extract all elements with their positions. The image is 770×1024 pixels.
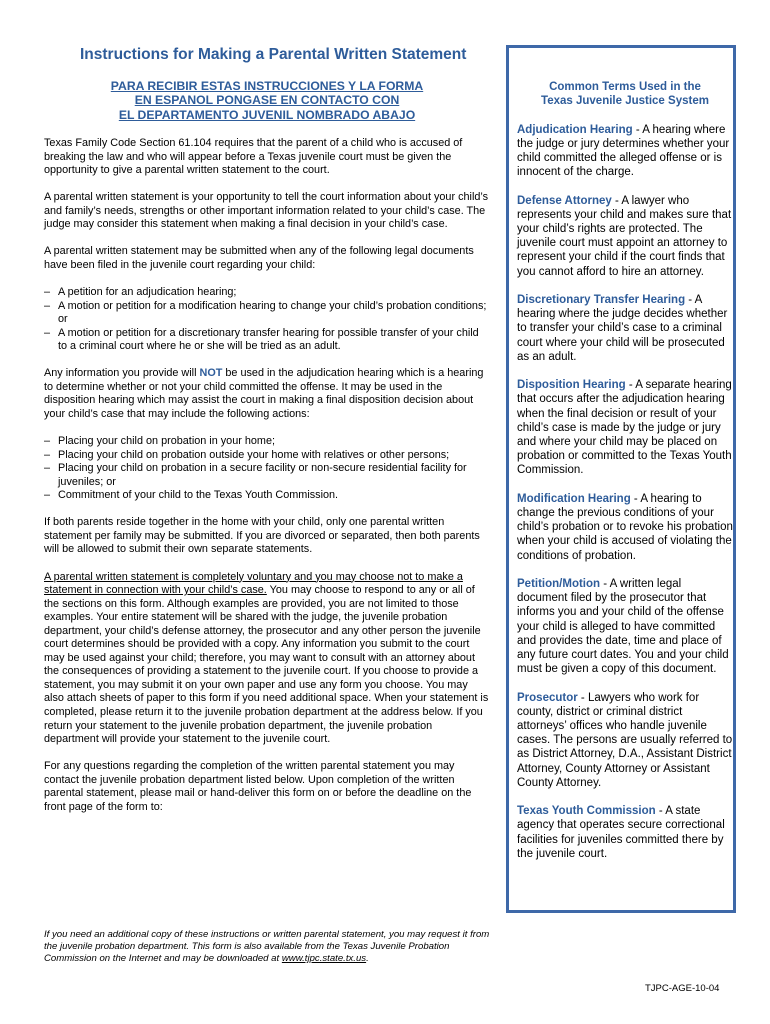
term-prosecutor: Prosecutor - Lawyers who work for county, district or criminal district attorneys’ offices who handle juvenile cases. The persons are usually referred to as District Attorney, D.A., Assistant District Attorney, County Attorney or Assistant County Attorney. [517, 691, 733, 789]
term-disposition-hearing: Disposition Hearing - A separate hearing that occurs after the adjudication hearing when the final decision or result of your child’s case is made by the judge or jury and where your child may be placed on probation or committed to the Texas Youth Commission. [517, 379, 732, 477]
paragraph-parents: If both parents reside together in the home with your child, only one parental written statement per family may be submitted. If you are divorced or separated, then both parents will be allowed to submit their own separate statements. [44, 516, 480, 556]
paragraph-when-submitted: A parental written statement may be submitted when any of the following legal documents have been filed in the juvenile court regarding your child: [44, 245, 474, 271]
legal-documents-list [44, 286, 490, 354]
sidebar-title: Common Terms Used in the Texas Juvenile Justice System [541, 81, 709, 108]
website-link[interactable]: www.tjpc.state.tx.us [281, 953, 367, 964]
footer-note: If you need an additional copy of these instructions or written parental statement, you may request it from the juvenile probation department. This form is also available from the Texas Juvenile Probation Commission on the Internet and may be downloaded at www.tjpc.state.tx.us. [44, 929, 490, 964]
paragraph-questions: For any questions regarding the completion of the written parental statement you may contact the juvenile probation department listed below. Upon completion of the written parental statement, please mail or hand-deliver this form on or before the deadline on the front page of the form to: [44, 760, 472, 813]
paragraph-voluntary: A parental written statement is completely voluntary and you may choose not to make a statement in connection with your child’s case. You may choose to respond to any or all of the sections on this form. Although examples are provided, you are not limited to those examples. Your entire statement will be shared with the judge, the juvenile probation department, your child’s defense attorney, the prosecutor and any other person the juvenile court determines should be provided with a copy. Any information you submit to the court may be used against your child; therefore, you may want to consult with an attorney about the consequences of providing a statement to the juvenile court. If you choose to provide a statement, you may submit it on your own paper and use any form you choose. You may also attach sheets of paper to this form if you need additional space. When your statement is completed, please return it to the juvenile probation department at the address below. If you return your statement to the juvenile probation department, the juvenile probation department will provide your statement to the juvenile court. [44, 570, 489, 746]
spanish-notice [44, 79, 490, 122]
spanish-notice-line: EL DEPARTAMENTO JUVENIL NOMBRADO ABAJO [118, 107, 416, 122]
page-title: Instructions for Making a Parental Written Statement [80, 46, 467, 63]
paragraph-code-section: Texas Family Code Section 61.104 requires that the parent of a child who is accused of breaking the law and who will appear before a Texas juvenile court must be given the opportunity to give a parental written statement to the court. [44, 137, 463, 177]
term-adjudication-hearing: Adjudication Hearing - A hearing where the judge or jury determines whether your child committed the alleged offense or is innocent of the charge. [517, 123, 730, 179]
paragraph-use-of-information: Any information you provide will NOT be used in the adjudication hearing which is a hearing to determine whether or not your child committed the offense. It may be used in the disposition hearing which may assist the court in making a final disposition decision about your child’s case that may include the following actions: [44, 367, 484, 420]
term-modification-hearing: Modification Hearing - A hearing to change the previous conditions of your child’s probation or to revoke his probation when your child is accused of violating the conditions of probation. [517, 492, 733, 562]
list-item: – A motion or petition for a modification hearing to change your child’s probation conditions; or [44, 299, 487, 326]
term-defense-attorney: Defense Attorney - A lawyer who represents your child and makes sure that your child’s rights are protected. The juvenile court must appoint an attorney to represent your child if the court finds that you cannot afford to hire an attorney. [517, 194, 732, 278]
spanish-notice-line: EN ESPANOL PONGASE EN CONTACTO CON [134, 93, 400, 108]
form-code: TJPC-AGE-10-04 [645, 983, 720, 994]
list-item: – Commitment of your child to the Texas Youth Commission. [44, 489, 339, 502]
paragraph-purpose: A parental written statement is your opportunity to tell the court information about your child’s and family’s needs, strengths or other important information related to your child’s case. The judge may consider this statement when making a final decision in your child’s case. [44, 191, 489, 231]
term-discretionary-transfer-hearing: Discretionary Transfer Hearing - A hearing where the judge decides whether to transfer your child’s case to a criminal court where your child will be prosecuted as an adult. [517, 294, 728, 363]
list-item: – Placing your child on probation outside your home with relatives or other persons; [44, 448, 450, 461]
spanish-notice-line: PARA RECIBIR ESTAS INSTRUCCIONES Y LA FORMA [110, 79, 424, 93]
list-item: – A motion or petition for a discretionary transfer hearing for possible transfer of your child to a criminal court where he or she will be tried as an adult. [44, 326, 479, 353]
common-terms-sidebar [506, 45, 736, 913]
main-instructions [44, 137, 490, 828]
term-petition-motion: Petition/Motion - A written legal document filed by the prosecutor that informs you and your child of the offense your child is alleged to have committed and provides the date, time and place of any future court dates. You and your child must be given a copy of this document. [517, 578, 729, 676]
list-item: – Placing your child on probation in your home; [44, 435, 276, 448]
term-texas-youth-commission: Texas Youth Commission - A state agency that operates secure correctional facilities for juveniles committed there by the juvenile court. [517, 805, 725, 860]
list-item: – Placing your child on probation in a secure facility or non-secure residential facility for juveniles; or [44, 462, 467, 488]
disposition-actions-list [44, 435, 490, 503]
list-item: – A petition for an adjudication hearing; [44, 286, 237, 299]
